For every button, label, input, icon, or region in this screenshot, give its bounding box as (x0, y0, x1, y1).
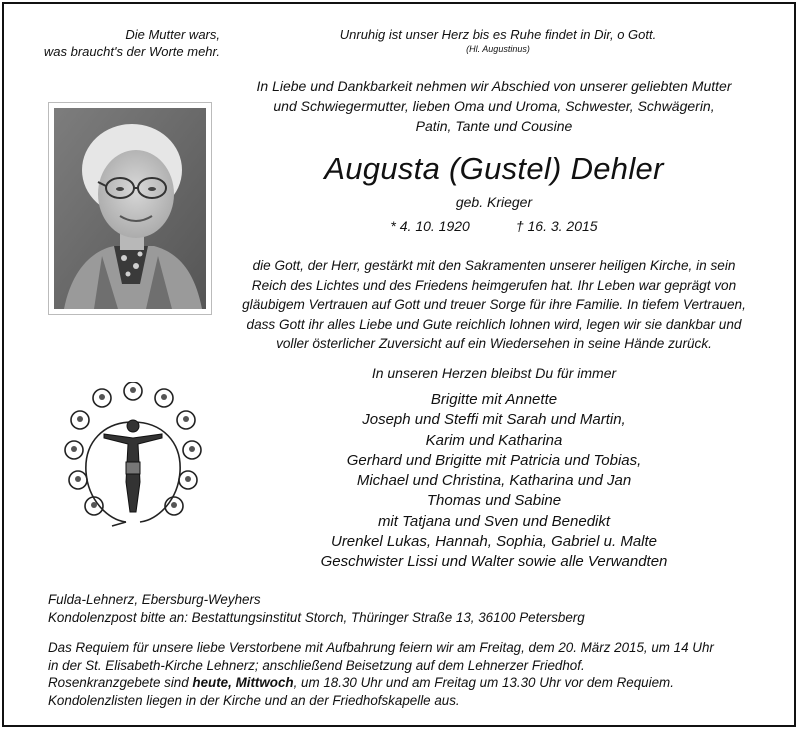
condolence-address: Kondolenzpost bitte an: Bestattungsinstitut Storch, Thüringer Straße 13, 36100 Petersberg (48, 610, 585, 625)
main-text-line-1: die Gott, der Herr, gestärkt mit den Sakramenten unserer heiligen Kirche, in sein (252, 258, 736, 273)
quote-right-text: Unruhig ist unser Herz bis es Ruhe findet in Dir, o Gott. (339, 27, 657, 42)
deceased-name: Augusta (Gustel) Dehler (324, 151, 664, 186)
rosary-text-post: , um 18.30 Uhr und am Freitag um 13.30 Uhr vor dem Requiem. (293, 675, 674, 690)
requiem-line-1: Das Requiem für unsere liebe Verstorbene mit Aufbahrung feiern wir am Freitag, dem 20. März 2015, um 14 Uhr (48, 640, 714, 655)
place-and-address (48, 591, 748, 627)
life-dates (234, 217, 754, 235)
family-line: Joseph und Steffi mit Sarah und Martin, (362, 411, 626, 429)
portrait-photo (48, 102, 212, 315)
crucifix-emblem (64, 382, 202, 532)
obituary-notice (2, 2, 796, 727)
requiem-info (48, 639, 768, 709)
family-line: Gerhard und Brigitte mit Patricia und Tobias, (346, 451, 642, 469)
main-text-line-5: voller österlicher Zuversicht auf ein Wiedersehen in seine Hände zurück. (276, 336, 712, 351)
quote-right (304, 26, 692, 55)
intro-line-3: Patin, Tante und Cousine (415, 118, 573, 134)
intro-text (234, 76, 754, 136)
in-hearts-line: In unseren Herzen bleibst Du für immer (371, 365, 617, 381)
death-date: † 16. 3. 2015 (515, 218, 598, 234)
main-text (230, 256, 758, 354)
quote-left-line-1: Die Mutter wars, (125, 27, 220, 42)
portrait-icon (54, 108, 206, 309)
requiem-line-3 (48, 674, 768, 692)
intro-line-1: In Liebe und Dankbarkeit nehmen wir Abschied von unserer geliebten Mutter (256, 78, 732, 94)
intro-line-2: und Schwiegermutter, lieben Oma und Uroma, Schwester, Schwägerin, (273, 98, 715, 114)
rosary-text-pre: Rosenkranzgebete sind (48, 675, 193, 690)
family-line: Karim und Katharina (425, 431, 563, 449)
main-text-line-3: gläubigem Vertrauen auf Gott und treuer Sorge für ihre Familie. In tiefem Vertrauen, (242, 297, 746, 312)
family-line: Michael und Christina, Katharina und Jan (356, 472, 632, 490)
rosary-day: heute, Mittwoch (192, 675, 294, 690)
main-text-line-2: Reich des Lichtes und des Friedens heimgerufen hat. Ihr Leben war geprägt von (251, 277, 737, 293)
family-list (234, 390, 754, 573)
requiem-line-4: Kondolenzlisten liegen in der Kirche und an der Friedhofskapelle aus. (48, 692, 460, 708)
quote-left (4, 26, 220, 60)
place-line: Fulda-Lehnerz, Ebersburg-Weyhers (48, 592, 261, 607)
main-text-line-4: dass Gott ihr alles Liebe und Gute reichlich lohnen wird, legen wir sie dankbar und (246, 316, 742, 332)
crucifix-vine-emblem-icon (64, 382, 202, 532)
birth-date: * 4. 10. 1920 (390, 218, 470, 234)
quote-left-line-2: was braucht's der Worte mehr. (43, 44, 220, 59)
requiem-line-2: in der St. Elisabeth-Kirche Lehnerz; anschließend Beisetzung auf dem Lehnerzer Friedhof. (48, 657, 585, 673)
family-line: Geschwister Lissi und Walter sowie alle Verwandten (320, 553, 668, 571)
quote-right-source: (Hl. Augustinus) (466, 44, 530, 54)
family-line: Thomas und Sabine (426, 492, 562, 510)
family-line: Urenkel Lukas, Hannah, Sophia, Gabriel u. Malte (330, 533, 657, 551)
family-line: Brigitte mit Annette (430, 391, 558, 408)
family-line: mit Tatjana und Sven und Benedikt (377, 512, 611, 530)
birth-name: geb. Krieger (455, 194, 533, 210)
